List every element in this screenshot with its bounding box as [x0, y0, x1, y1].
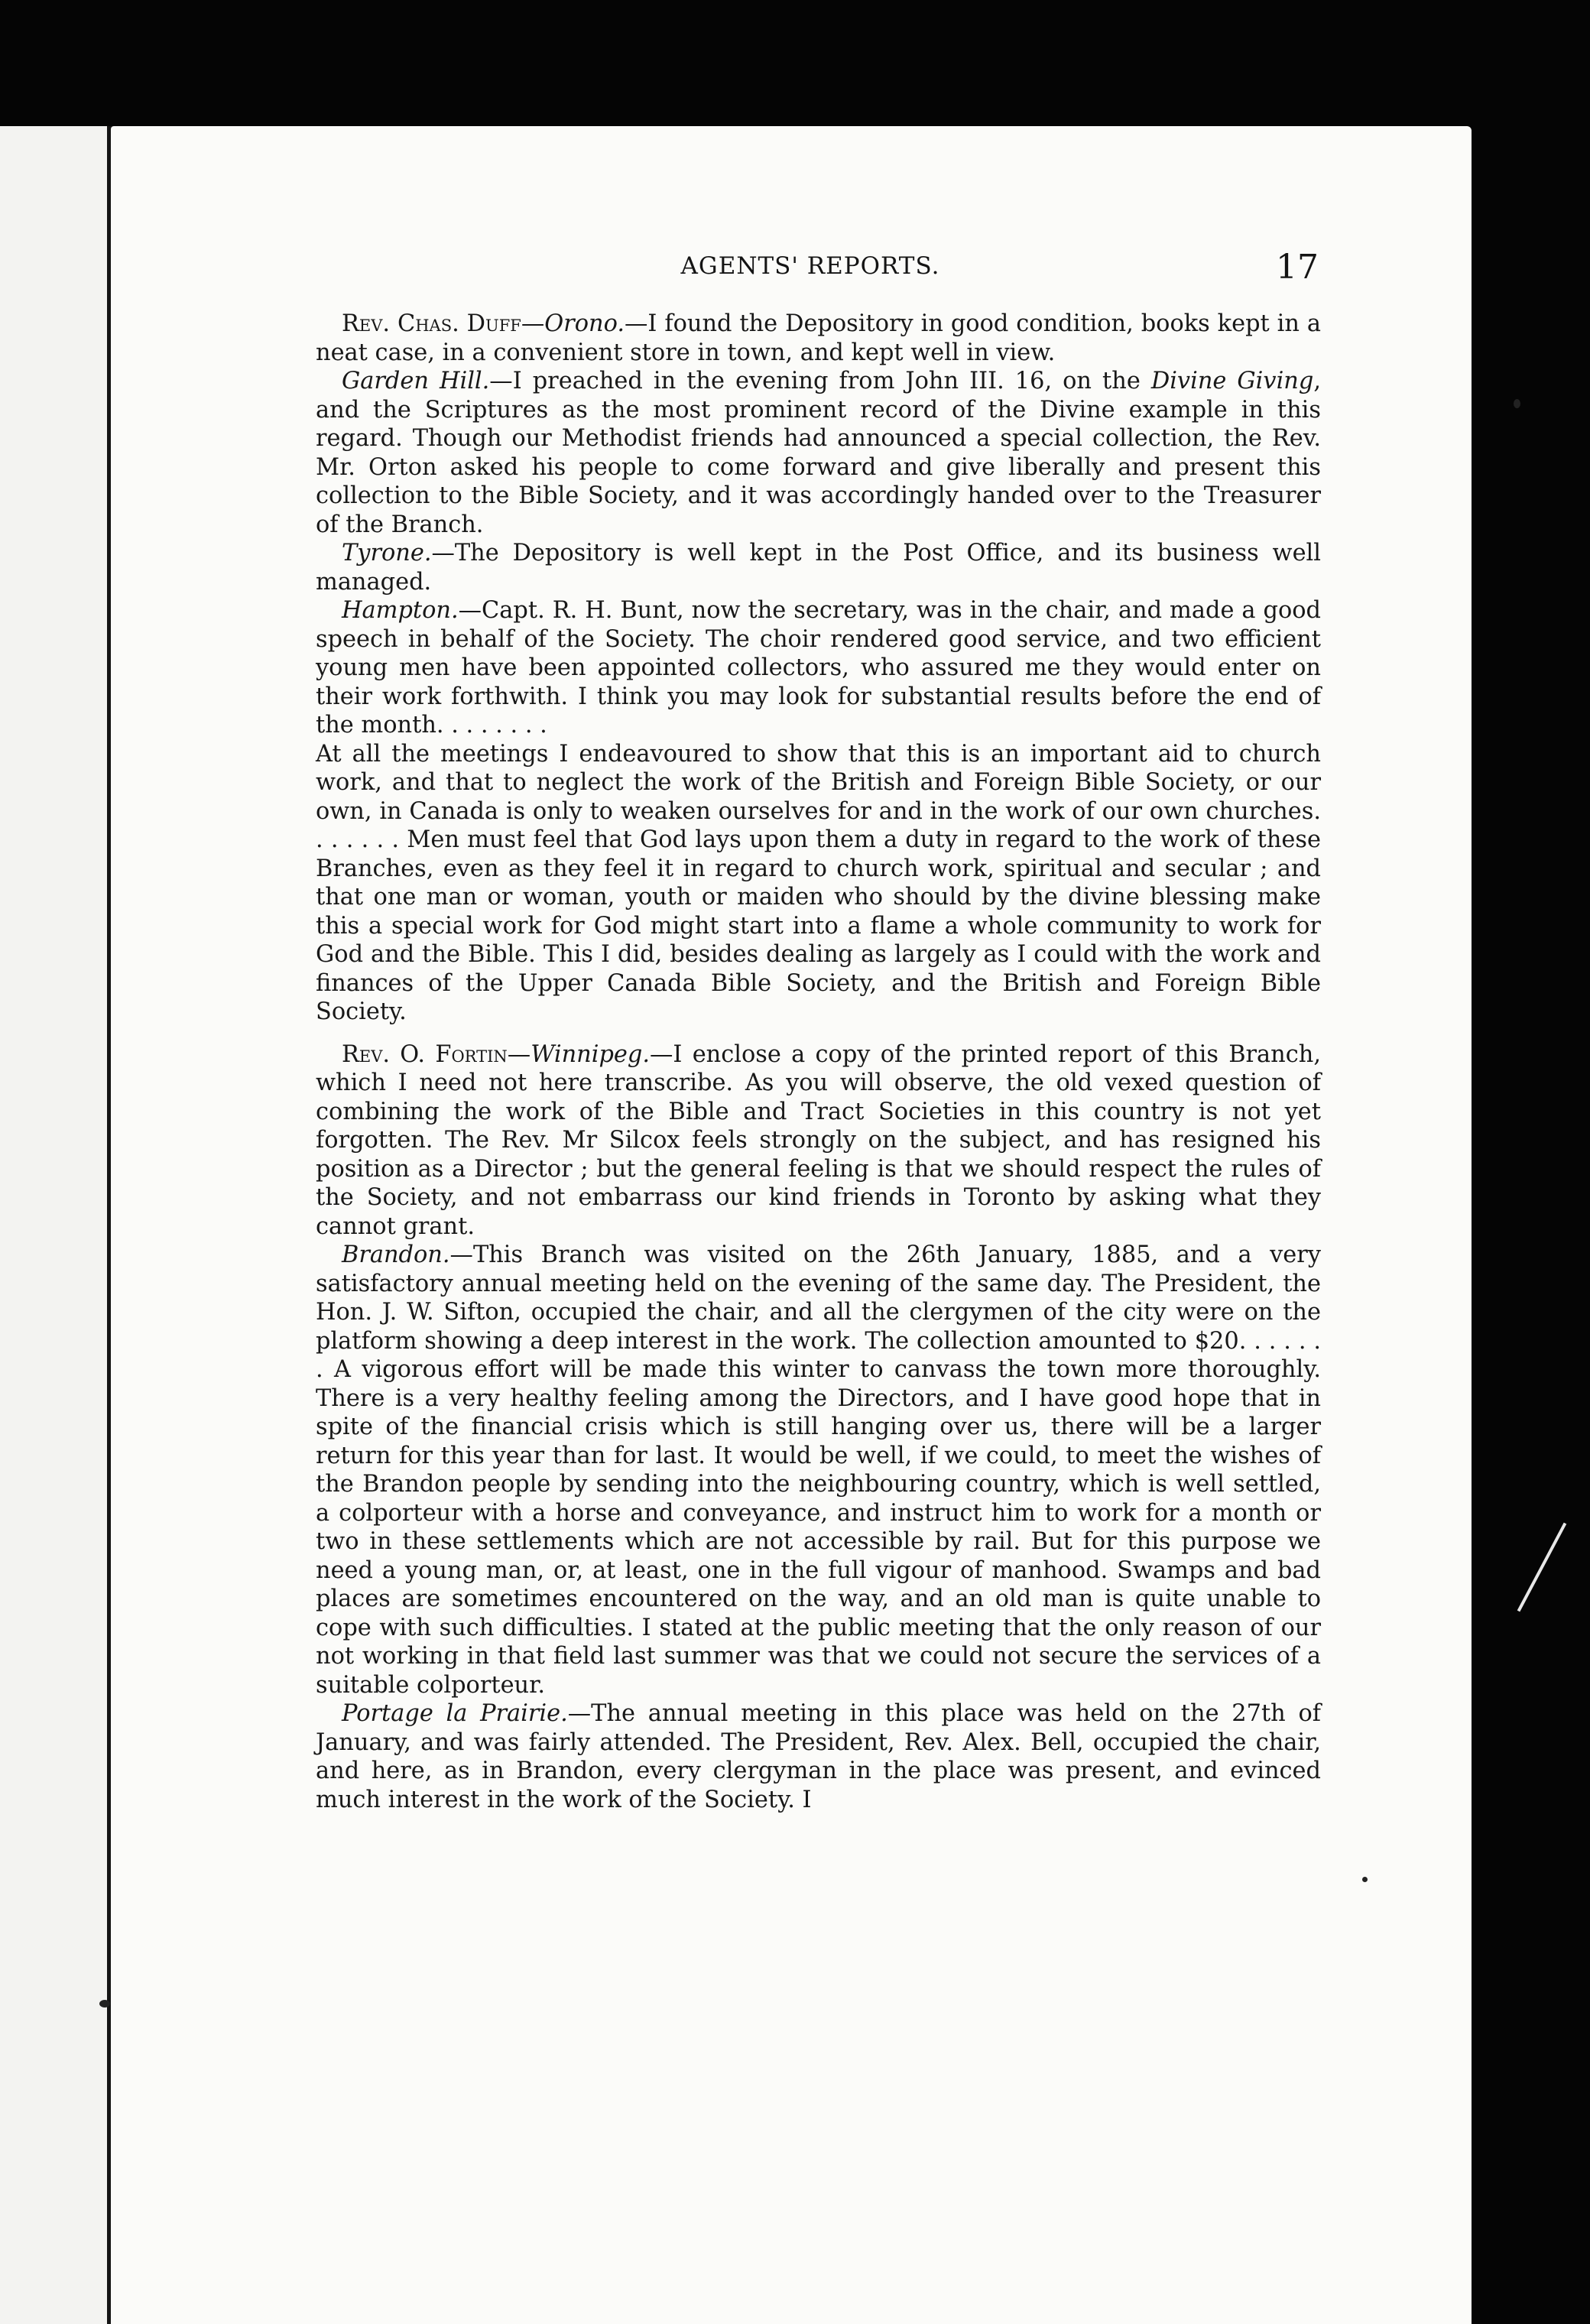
- paragraph-text: —The annual meeting in this place was held on the 27th of January, and was fairly attended. The President, Rev. Alex. Bell, occupied the chair, and here, as in Brandon, every clergyman in the place was present, and evinced much interest in the work of the Society. I: [316, 1700, 1321, 1813]
- scratch-mark: [1517, 1523, 1567, 1612]
- paragraph-fortin-winnipeg: Rev. O. Fortin—Winnipeg.—I enclose a copy of the printed report of this Branch, which I need not here transcribe. As you will observe, the old vexed question of combining the work of the Bible and Tract Societies in this country is not yet forgotten. The Rev. Mr Silcox feels strongly on the subject, and has resigned his position as a Director ; but the general feeling is that we should respect the rules of the Society, and not embarrass our kind friends in Toronto by asking what they cannot grant.: [316, 1040, 1322, 1240]
- ink-speck: [1514, 399, 1520, 408]
- emphasis-text: Divine Giving: [1150, 368, 1314, 394]
- ink-speck: [1362, 1877, 1368, 1882]
- speaker-name: Rev. O. Fortin: [342, 1040, 508, 1068]
- paragraph-text: At all the meetings I endeavoured to show that this is an important aid to church work, and that to neglect the work of the British and Foreign Bible Society, or our own, in Canada is only to weaken ourselves for and in the work of our own churches. . . . . . . Men must feel that God lays upon them a duty in regard to the work of these Branches, even as they feel it in regard to church work, spiritual and secular ; and that one man or woman, youth or maiden who should by the divine blessing make this a special work for God might start into a flame a whole community to work for God and the Bible. This I did, besides dealing as largely as I could with the work and finances of the Upper Canada Bible Society, and the British and Foreign Bible Society.: [316, 740, 1321, 1025]
- paragraph-text: —I preached in the evening from John III. 16, on the: [489, 368, 1151, 394]
- paragraph-text: —Capt. R. H. Bunt, now the secretary, was in the chair, and made a good speech in behalf of the Society. The choir rendered good service, and two efficient young men have been appointed collectors, who assured me they would enter on their work forthwith. I think you may look for substantial results before the end of the month. . . . . . . .: [316, 597, 1321, 738]
- running-head: AGENTS' REPORTS.: [680, 252, 940, 280]
- paragraph-text: —The Depository is well kept in the Post Office, and its business well managed.: [316, 540, 1321, 596]
- paragraph-portage: [316, 1699, 1321, 1814]
- place-name: Portage la Prairie.: [342, 1700, 568, 1727]
- paragraph-tyrone: [316, 539, 1321, 596]
- place-name: Tyrone.: [342, 540, 432, 566]
- speaker-name: Rev. Chas. Duff: [342, 310, 521, 337]
- paragraph-text: —I enclose a copy of the printed report of this Branch, which I need not here transcribe. As you will observe, the old vexed question of combining the work of the Bible and Tract Societies in this country is not yet forgotten. The Rev. Mr Silcox feels strongly on the subject, and has resigned his position as a Director ; but the general feeling is that we should respect the rules of the Society, and not embarrass our kind friends in Toronto by asking what they cannot grant.: [316, 1040, 1322, 1240]
- paragraph-hampton: [316, 596, 1321, 740]
- place-name: Winnipeg.: [531, 1040, 651, 1068]
- page-header: [302, 248, 1319, 290]
- place-name: Garden Hill.: [342, 368, 490, 394]
- paragraph-brandon: [316, 1241, 1321, 1699]
- place-name: Brandon.: [342, 1242, 450, 1268]
- paragraph-garden-hill: [316, 367, 1321, 539]
- paragraph-text: , and the Scriptures as the most prominent record of the Divine example in this regard. Though our Methodist friends had announced a special collection, the Rev. Mr. Orton asked his people to come forward and give liberally and present this collection to the Bible Society, and it was accordingly handed over to the Treasurer of the Branch.: [316, 368, 1321, 538]
- place-name: Hampton.: [342, 597, 459, 624]
- paragraph-text: —I found the Depository in good condition, books kept in a neat case, in a convenient store in town, and kept well in view.: [316, 310, 1322, 366]
- paragraph-duff-orono: Rev. Chas. Duff—Orono.—I found the Depository in good condition, books kept in a neat case, in a convenient store in town, and kept well in view.: [316, 310, 1322, 366]
- paragraph-meetings: [316, 740, 1321, 1027]
- body-text: [316, 310, 1321, 1814]
- ink-speck: [99, 2000, 110, 2008]
- place-name: Orono.: [544, 310, 625, 337]
- paragraph-text: —This Branch was visited on the 26th January, 1885, and a very satisfactory annual meeting held on the evening of the same day. The President, the Hon. J. W. Sifton, occupied the chair, and all the clergymen of the city were on the platform showing a deep interest in the work. The collection amounted to $20. . . . . . . A vigorous effort will be made this winter to canvass the town more thoroughly. There is a very healthy feeling among the Directors, and I have good hope that in spite of the financial crisis which is still hanging over us, there will be a larger return for this year than for last. It would be well, if we could, to meet the wishes of the Brandon people by sending into the neighbouring country, which is well settled, a colporteur with a horse and conveyance, and instruct him to work for a month or two in these settlements which are not accessible by rail. But for this purpose we need a young man, or, at least, one in the full vigour of manhood. Swamps and bad places are sometimes encountered on the way, and an old man is quite unable to cope with such difficulties. I stated at the public meeting that the only reason of our not working in that field last summer was that we could not secure the services of a suitable colporteur.: [316, 1242, 1321, 1699]
- page-number: 17: [1276, 248, 1319, 287]
